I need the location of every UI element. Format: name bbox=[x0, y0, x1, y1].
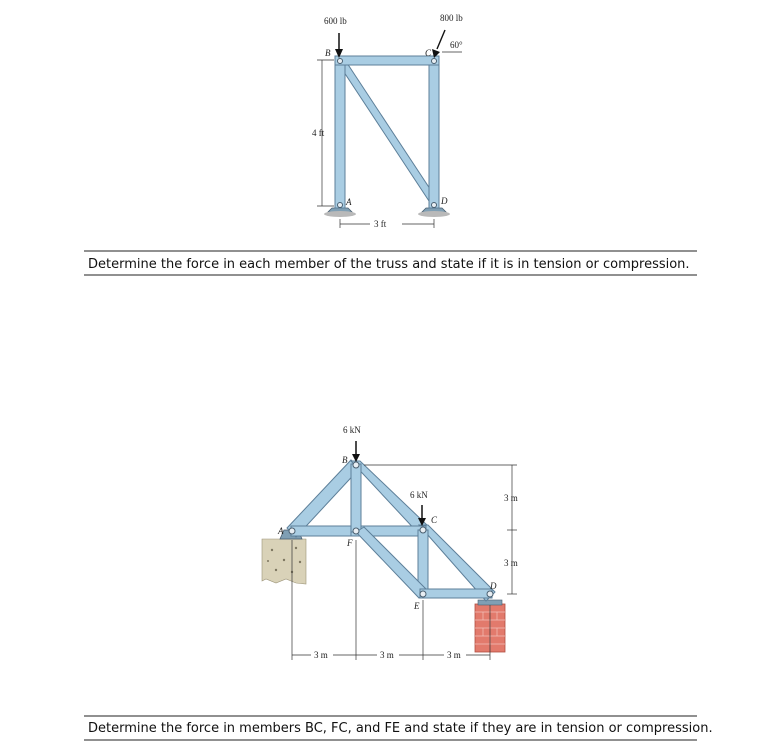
joint-d-pin bbox=[432, 203, 437, 208]
load-arrow-c bbox=[432, 30, 445, 58]
truss-diagram-2 bbox=[262, 425, 518, 660]
support-a bbox=[324, 208, 356, 217]
vertical-dim-label-2: 3 m bbox=[504, 558, 518, 568]
member-bc bbox=[335, 56, 439, 65]
horizontal-dim-label-3: 3 m bbox=[447, 650, 461, 660]
joint-b-pin bbox=[338, 59, 343, 64]
support-d bbox=[418, 208, 450, 217]
member-bf bbox=[351, 464, 361, 532]
truss-diagram-1 bbox=[312, 13, 463, 229]
question-2-text: Determine the force in members BC, FC, and FE and state if they are in tension or compression. bbox=[88, 721, 713, 736]
load-arrow-b bbox=[335, 33, 343, 58]
member-ab bbox=[287, 460, 360, 537]
joint-label-e: E bbox=[414, 601, 420, 611]
joint-label-b: B bbox=[325, 48, 331, 58]
joint-a-pin bbox=[289, 528, 295, 534]
joint-label-a: A bbox=[278, 526, 284, 536]
height-label: 4 ft bbox=[312, 128, 325, 138]
member-fe bbox=[356, 527, 427, 598]
member-cd bbox=[429, 58, 439, 208]
joint-label-d: D bbox=[441, 196, 448, 206]
vertical-dim-label-1: 3 m bbox=[504, 493, 518, 503]
joint-f-pin bbox=[353, 528, 359, 534]
joint-c-pin bbox=[432, 59, 437, 64]
member-ab bbox=[335, 58, 345, 208]
load-label-b: 6 kN bbox=[343, 425, 361, 435]
joint-label-c: C bbox=[425, 48, 432, 58]
ground-support-a bbox=[262, 530, 306, 584]
joint-label-c: C bbox=[431, 515, 438, 525]
joint-label-d: D bbox=[490, 581, 497, 591]
joint-b-pin bbox=[353, 462, 359, 468]
joint-label-a: A bbox=[346, 197, 352, 207]
joint-c-pin bbox=[420, 527, 426, 533]
width-dimension bbox=[340, 219, 434, 228]
joint-e-pin bbox=[420, 591, 426, 597]
joint-label-f: F bbox=[347, 538, 353, 548]
joint-d-pin bbox=[487, 591, 493, 597]
load-label-c: 800 lb bbox=[440, 13, 463, 23]
joint-a-pin bbox=[338, 203, 343, 208]
horizontal-dim-label-1: 3 m bbox=[314, 650, 328, 660]
member-bd bbox=[336, 60, 438, 201]
width-label: 3 ft bbox=[374, 219, 387, 229]
horizontal-dim-label-2: 3 m bbox=[380, 650, 394, 660]
member-ed bbox=[420, 589, 492, 598]
member-af bbox=[291, 526, 355, 536]
load-label-c: 6 kN bbox=[410, 490, 428, 500]
joint-label-b: B bbox=[342, 455, 348, 465]
load-label-b: 600 lb bbox=[324, 16, 347, 26]
question-1-text: Determine the force in each member of the truss and state if it is in tension or compression. bbox=[88, 257, 690, 272]
load-arrow-b bbox=[352, 441, 360, 462]
angle-label: 60° bbox=[450, 40, 463, 50]
